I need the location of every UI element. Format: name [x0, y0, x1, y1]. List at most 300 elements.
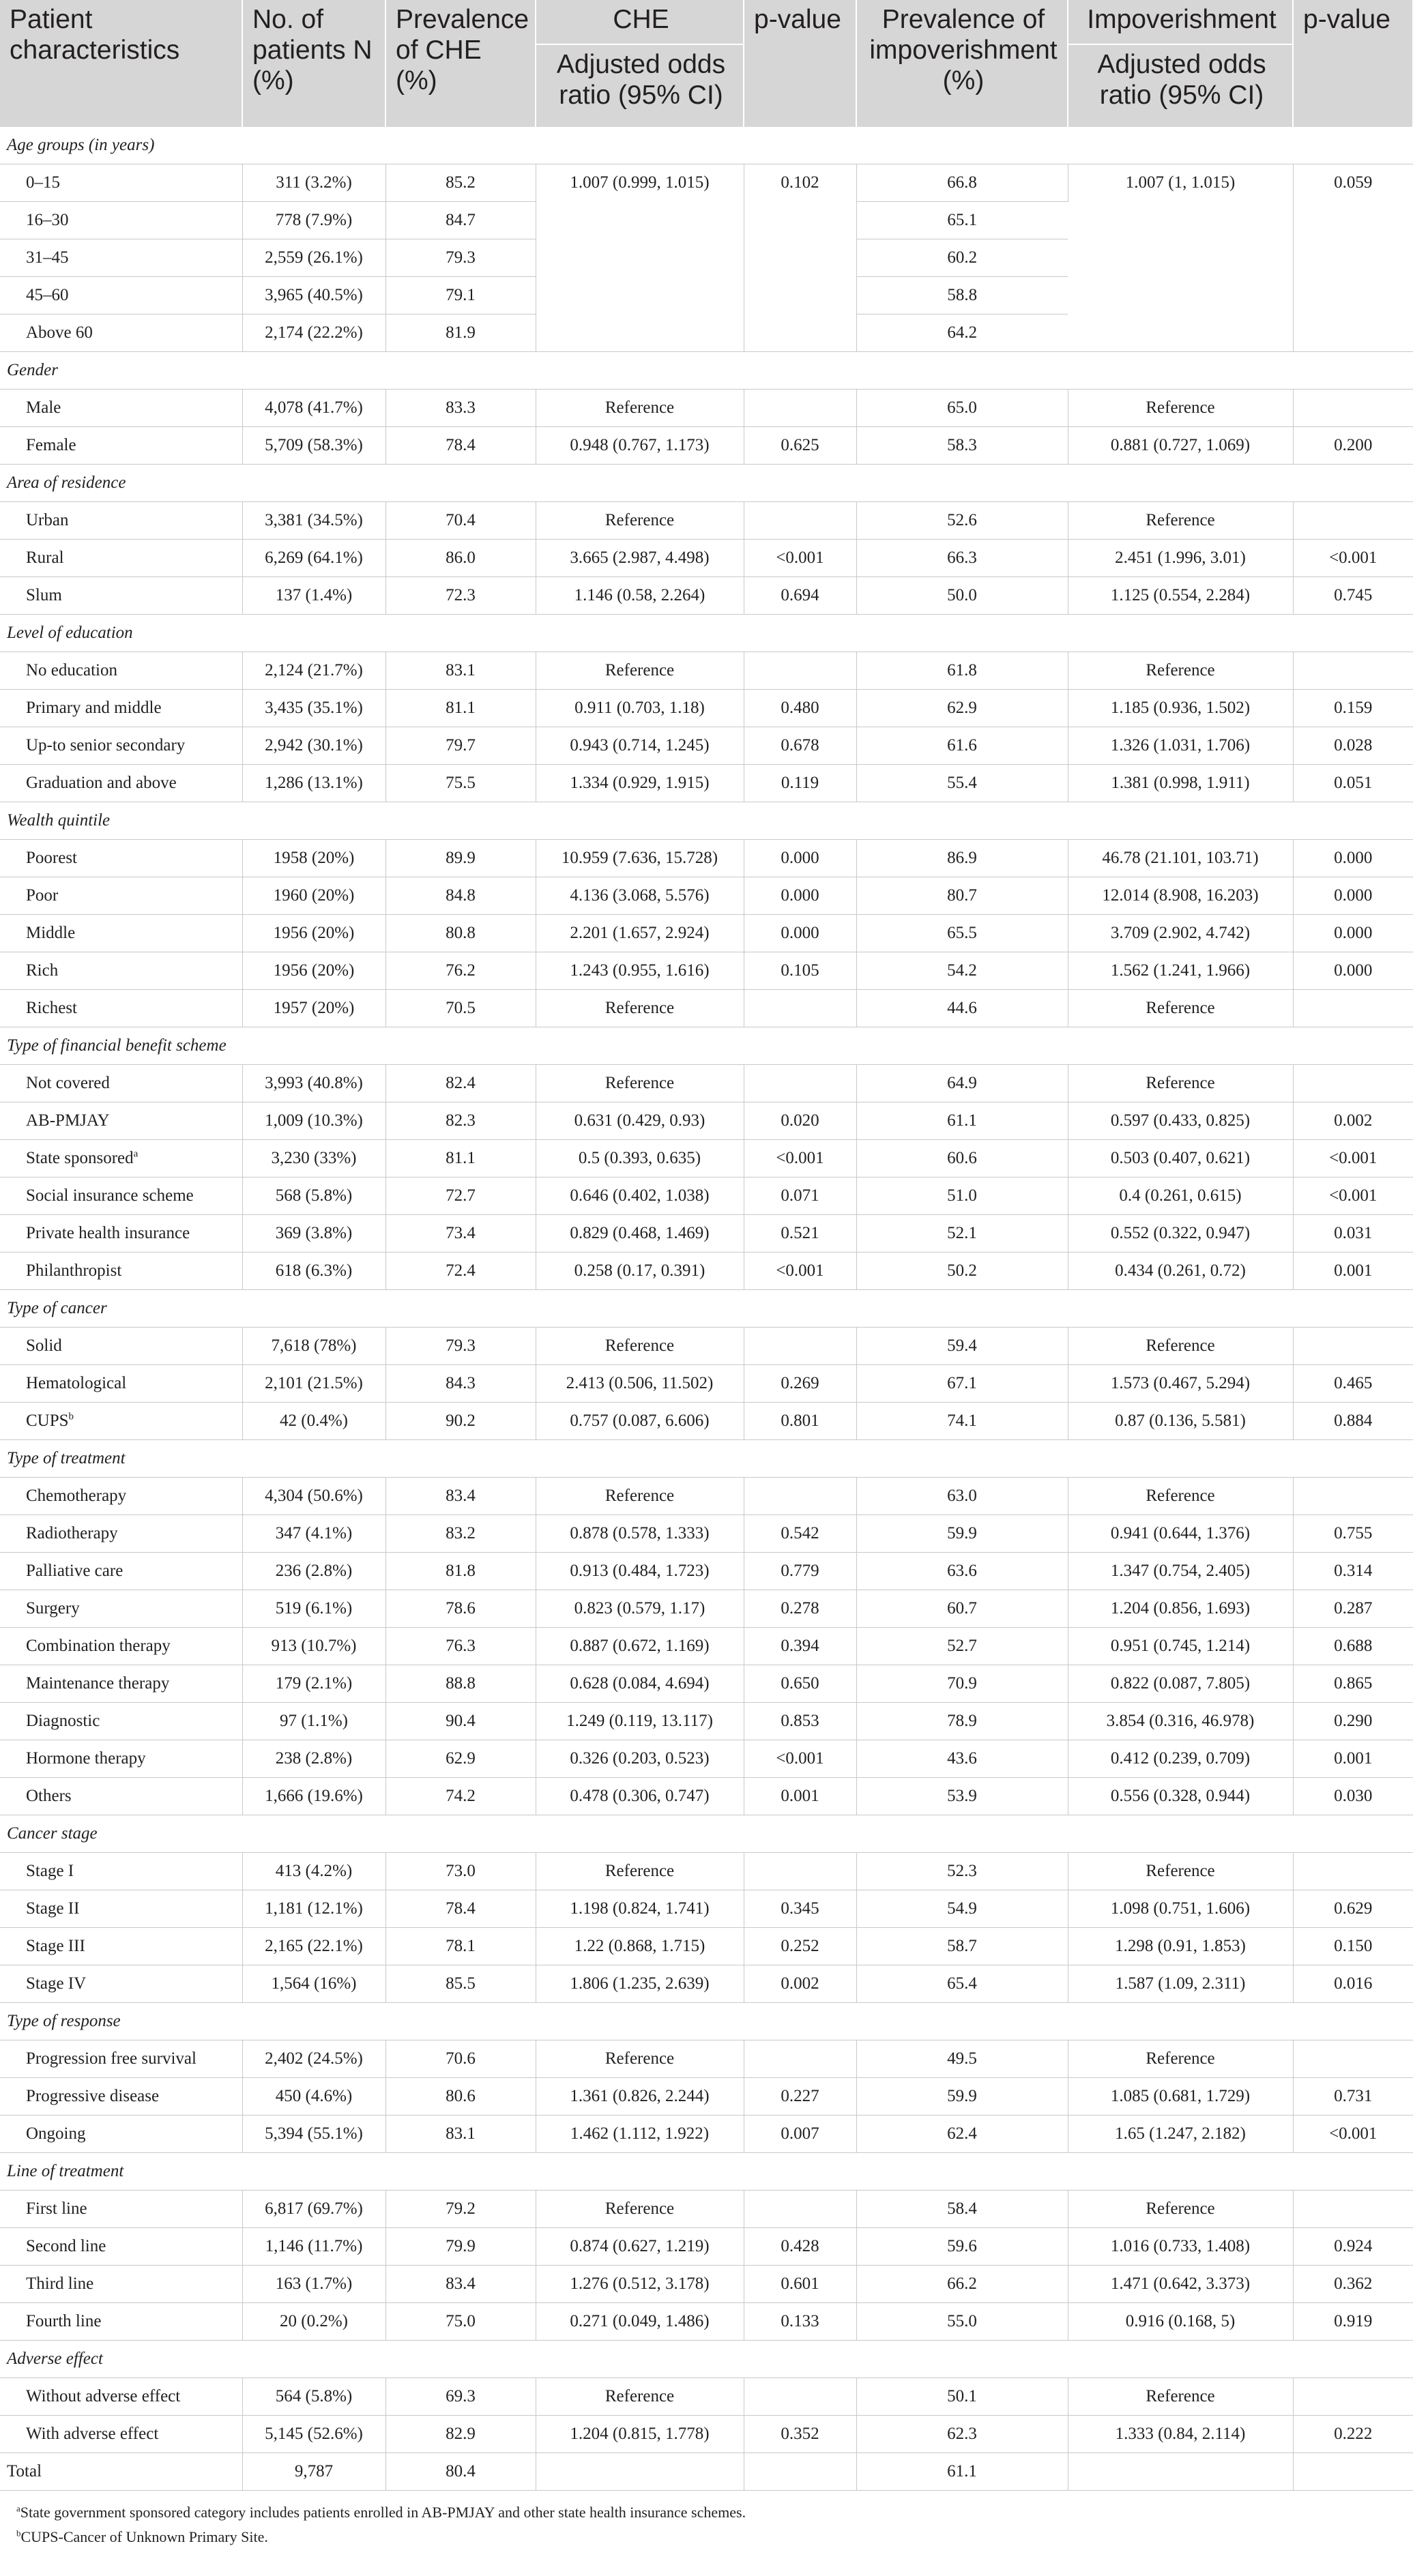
impoverishment-p-value: 0.002	[1293, 1102, 1413, 1140]
patient-count: 179 (2.1%)	[242, 1665, 385, 1703]
impoverishment-p-value: <0.001	[1293, 1177, 1413, 1215]
che-prevalence: 81.1	[385, 1140, 536, 1177]
impoverishment-p-value: 0.924	[1293, 2228, 1413, 2266]
section-header-row	[0, 2153, 1413, 2191]
patient-count: 2,174 (22.2%)	[242, 314, 385, 352]
footnote-text: State government sponsored category includes patients enrolled in AB-PMJAY and other state health insurance schemes.	[20, 2504, 746, 2521]
header-prevalence-che: Prevalence of CHE (%)	[385, 0, 536, 127]
impoverishment-prevalence: 62.9	[856, 690, 1068, 727]
impoverishment-p-value: 0.150	[1293, 1928, 1413, 1965]
che-p-value: 0.521	[744, 1215, 856, 1253]
impoverishment-prevalence: 49.5	[856, 2040, 1068, 2078]
impoverishment-p-value	[1293, 652, 1413, 690]
che-odds-ratio: 0.326 (0.203, 0.523)	[536, 1740, 744, 1778]
che-prevalence: 84.3	[385, 1365, 536, 1403]
che-odds-ratio: Reference	[536, 390, 744, 427]
impoverishment-odds-ratio: 0.881 (0.727, 1.069)	[1068, 427, 1293, 465]
row-label: Private health insurance	[0, 1215, 242, 1253]
impoverishment-odds-ratio: 1.333 (0.84, 2.114)	[1068, 2416, 1293, 2453]
che-odds-ratio: 1.204 (0.815, 1.778)	[536, 2416, 744, 2453]
row-label: Total	[0, 2453, 242, 2491]
impoverishment-odds-ratio: 1.326 (1.031, 1.706)	[1068, 727, 1293, 765]
che-odds-ratio: 4.136 (3.068, 5.576)	[536, 877, 744, 915]
table-row	[0, 540, 1413, 577]
total-row	[0, 2453, 1413, 2491]
table-row	[0, 727, 1413, 765]
table-row	[0, 164, 1413, 202]
impoverishment-odds-ratio: 0.4 (0.261, 0.615)	[1068, 1177, 1293, 1215]
footnote-mark: b	[68, 1411, 74, 1422]
impoverishment-p-value: <0.001	[1293, 1140, 1413, 1177]
che-prevalence: 85.5	[385, 1965, 536, 2003]
che-p-value: 0.102	[744, 164, 856, 352]
patient-count: 137 (1.4%)	[242, 577, 385, 615]
che-prevalence: 78.1	[385, 1928, 536, 1965]
table-row	[0, 2228, 1413, 2266]
impoverishment-p-value	[1293, 2040, 1413, 2078]
patient-count: 2,165 (22.1%)	[242, 1928, 385, 1965]
footnote-text: CUPS-Cancer of Unknown Primary Site.	[20, 2528, 268, 2545]
row-label: Middle	[0, 915, 242, 952]
impoverishment-prevalence: 62.3	[856, 2416, 1068, 2453]
che-p-value	[744, 990, 856, 1027]
impoverishment-p-value	[1293, 390, 1413, 427]
section-header-row	[0, 127, 1413, 164]
table-row	[0, 915, 1413, 952]
che-prevalence: 75.5	[385, 765, 536, 802]
patient-count: 5,709 (58.3%)	[242, 427, 385, 465]
patient-count: 2,402 (24.5%)	[242, 2040, 385, 2078]
che-odds-ratio: 1.276 (0.512, 3.178)	[536, 2266, 744, 2303]
row-label: Ongoing	[0, 2116, 242, 2153]
impoverishment-prevalence: 52.3	[856, 1853, 1068, 1890]
row-label: Chemotherapy	[0, 1478, 242, 1515]
impoverishment-odds-ratio: 1.185 (0.936, 1.502)	[1068, 690, 1293, 727]
impoverishment-prevalence: 67.1	[856, 1365, 1068, 1403]
che-p-value	[744, 2378, 856, 2416]
che-prevalence: 85.2	[385, 164, 536, 202]
impoverishment-prevalence: 65.4	[856, 1965, 1068, 2003]
che-odds-ratio: 0.823 (0.579, 1.17)	[536, 1590, 744, 1628]
che-p-value	[744, 1065, 856, 1102]
impoverishment-p-value: 0.919	[1293, 2303, 1413, 2341]
row-label: Without adverse effect	[0, 2378, 242, 2416]
patient-count: 1,146 (11.7%)	[242, 2228, 385, 2266]
che-odds-ratio: 0.878 (0.578, 1.333)	[536, 1515, 744, 1553]
impoverishment-p-value: 0.001	[1293, 1740, 1413, 1778]
che-odds-ratio: 0.258 (0.17, 0.391)	[536, 1253, 744, 1290]
impoverishment-prevalence: 58.3	[856, 427, 1068, 465]
impoverishment-prevalence: 52.6	[856, 502, 1068, 540]
che-p-value: 0.650	[744, 1665, 856, 1703]
impoverishment-odds-ratio: 3.854 (0.316, 46.978)	[1068, 1703, 1293, 1740]
che-prevalence: 70.5	[385, 990, 536, 1027]
patient-count: 1958 (20%)	[242, 840, 385, 877]
che-p-value: 0.601	[744, 2266, 856, 2303]
impoverishment-odds-ratio: Reference	[1068, 2040, 1293, 2078]
section-header-row	[0, 1027, 1413, 1065]
section-title: Adverse effect	[0, 2341, 1413, 2378]
che-prevalence: 79.3	[385, 1328, 536, 1365]
row-label: Radiotherapy	[0, 1515, 242, 1553]
table-row	[0, 1478, 1413, 1515]
impoverishment-odds-ratio: Reference	[1068, 390, 1293, 427]
patient-count: 2,942 (30.1%)	[242, 727, 385, 765]
che-prevalence: 74.2	[385, 1778, 536, 1815]
impoverishment-prevalence: 58.8	[856, 277, 1068, 314]
impoverishment-p-value: 0.031	[1293, 1215, 1413, 1253]
patient-count: 1956 (20%)	[242, 952, 385, 990]
row-label: Hematological	[0, 1365, 242, 1403]
impoverishment-odds-ratio: Reference	[1068, 990, 1293, 1027]
impoverishment-p-value	[1293, 1328, 1413, 1365]
table-row	[0, 2416, 1413, 2453]
che-prevalence: 72.7	[385, 1177, 536, 1215]
impoverishment-p-value: 0.028	[1293, 727, 1413, 765]
row-label: Up-to senior secondary	[0, 727, 242, 765]
table-row	[0, 1853, 1413, 1890]
impoverishment-p-value: 0.000	[1293, 840, 1413, 877]
table-row	[0, 652, 1413, 690]
che-odds-ratio: 1.806 (1.235, 2.639)	[536, 1965, 744, 2003]
row-label: Urban	[0, 502, 242, 540]
che-odds-ratio: 1.198 (0.824, 1.741)	[536, 1890, 744, 1928]
che-prevalence: 83.4	[385, 2266, 536, 2303]
patient-count: 3,230 (33%)	[242, 1140, 385, 1177]
table-row	[0, 1403, 1413, 1440]
footnote-mark: a	[16, 2503, 20, 2514]
impoverishment-odds-ratio: 3.709 (2.902, 4.742)	[1068, 915, 1293, 952]
impoverishment-prevalence: 52.7	[856, 1628, 1068, 1665]
che-prevalence: 75.0	[385, 2303, 536, 2341]
impoverishment-p-value: 0.016	[1293, 1965, 1413, 2003]
che-odds-ratio: Reference	[536, 2040, 744, 2078]
impoverishment-odds-ratio: Reference	[1068, 1853, 1293, 1890]
section-header-row	[0, 1290, 1413, 1328]
impoverishment-odds-ratio: 1.347 (0.754, 2.405)	[1068, 1553, 1293, 1590]
patient-count: 5,145 (52.6%)	[242, 2416, 385, 2453]
header-impoverishment-group: Impoverishment	[1068, 0, 1293, 44]
che-p-value: 0.779	[744, 1553, 856, 1590]
row-label: Richest	[0, 990, 242, 1027]
che-p-value: 0.853	[744, 1703, 856, 1740]
che-odds-ratio: Reference	[536, 1065, 744, 1102]
patient-count: 1,286 (13.1%)	[242, 765, 385, 802]
impoverishment-odds-ratio: Reference	[1068, 2191, 1293, 2228]
impoverishment-odds-ratio: 0.434 (0.261, 0.72)	[1068, 1253, 1293, 1290]
impoverishment-p-value: 0.731	[1293, 2078, 1413, 2116]
impoverishment-prevalence: 54.2	[856, 952, 1068, 990]
che-odds-ratio: 3.665 (2.987, 4.498)	[536, 540, 744, 577]
footnote-cups	[16, 2527, 1381, 2547]
che-p-value: 0.678	[744, 727, 856, 765]
impoverishment-odds-ratio: 1.562 (1.241, 1.966)	[1068, 952, 1293, 990]
impoverishment-odds-ratio: Reference	[1068, 1065, 1293, 1102]
table-row	[0, 1515, 1413, 1553]
che-prevalence: 62.9	[385, 1740, 536, 1778]
impoverishment-prevalence: 61.8	[856, 652, 1068, 690]
che-odds-ratio: 0.646 (0.402, 1.038)	[536, 1177, 744, 1215]
table-row	[0, 1140, 1413, 1177]
patient-count: 3,965 (40.5%)	[242, 277, 385, 314]
che-p-value: 0.007	[744, 2116, 856, 2153]
che-p-value: 0.001	[744, 1778, 856, 1815]
impoverishment-odds-ratio: 0.597 (0.433, 0.825)	[1068, 1102, 1293, 1140]
row-label: Graduation and above	[0, 765, 242, 802]
patient-count: 2,124 (21.7%)	[242, 652, 385, 690]
table-row	[0, 2078, 1413, 2116]
impoverishment-prevalence: 50.0	[856, 577, 1068, 615]
row-label: Stage II	[0, 1890, 242, 1928]
table-row	[0, 1177, 1413, 1215]
patient-count: 347 (4.1%)	[242, 1515, 385, 1553]
table-row	[0, 1102, 1413, 1140]
che-prevalence: 73.0	[385, 1853, 536, 1890]
che-prevalence: 70.4	[385, 502, 536, 540]
impoverishment-p-value	[1293, 2453, 1413, 2491]
impoverishment-prevalence: 65.5	[856, 915, 1068, 952]
che-odds-ratio: 2.201 (1.657, 2.924)	[536, 915, 744, 952]
che-odds-ratio: Reference	[536, 652, 744, 690]
impoverishment-odds-ratio: 1.098 (0.751, 1.606)	[1068, 1890, 1293, 1928]
impoverishment-prevalence: 50.2	[856, 1253, 1068, 1290]
che-odds-ratio: Reference	[536, 990, 744, 1027]
impoverishment-p-value: 0.688	[1293, 1628, 1413, 1665]
header-prevalence-impoverishment: Prevalence of impoverishment (%)	[856, 0, 1068, 127]
impoverishment-prevalence: 64.2	[856, 314, 1068, 352]
impoverishment-odds-ratio: 1.381 (0.998, 1.911)	[1068, 765, 1293, 802]
row-label: Progressive disease	[0, 2078, 242, 2116]
patient-count: 97 (1.1%)	[242, 1703, 385, 1740]
table-row	[0, 502, 1413, 540]
impoverishment-prevalence: 55.4	[856, 765, 1068, 802]
table-row	[0, 1703, 1413, 1740]
header-number-of-patients: No. of patients N (%)	[242, 0, 385, 127]
impoverishment-odds-ratio: 1.085 (0.681, 1.729)	[1068, 2078, 1293, 2116]
impoverishment-p-value	[1293, 1478, 1413, 1515]
footnote-state-sponsored	[16, 2502, 1381, 2523]
impoverishment-prevalence: 61.1	[856, 2453, 1068, 2491]
che-p-value: 0.000	[744, 915, 856, 952]
che-p-value: 0.000	[744, 877, 856, 915]
che-p-value: <0.001	[744, 1253, 856, 1290]
header-che-group: CHE	[536, 0, 744, 44]
table-row	[0, 2266, 1413, 2303]
che-p-value: 0.269	[744, 1365, 856, 1403]
impoverishment-p-value: 0.000	[1293, 877, 1413, 915]
row-label: No education	[0, 652, 242, 690]
che-p-value: 0.394	[744, 1628, 856, 1665]
che-prevalence: 83.1	[385, 652, 536, 690]
impoverishment-p-value: 0.745	[1293, 577, 1413, 615]
che-prevalence: 83.2	[385, 1515, 536, 1553]
che-p-value: 0.428	[744, 2228, 856, 2266]
patient-count: 3,993 (40.8%)	[242, 1065, 385, 1102]
che-prevalence: 78.4	[385, 1890, 536, 1928]
che-prevalence: 81.8	[385, 1553, 536, 1590]
impoverishment-prevalence: 44.6	[856, 990, 1068, 1027]
che-odds-ratio: 0.628 (0.084, 4.694)	[536, 1665, 744, 1703]
table-row	[0, 1778, 1413, 1815]
che-prevalence: 88.8	[385, 1665, 536, 1703]
impoverishment-odds-ratio: 0.556 (0.328, 0.944)	[1068, 1778, 1293, 1815]
che-p-value	[744, 2453, 856, 2491]
row-label: Stage I	[0, 1853, 242, 1890]
section-title: Type of financial benefit scheme	[0, 1027, 1413, 1065]
impoverishment-p-value: 0.287	[1293, 1590, 1413, 1628]
table-header	[0, 0, 1413, 127]
header-p-value-che: p-value	[744, 0, 856, 127]
che-prevalence: 80.8	[385, 915, 536, 952]
patient-count: 4,078 (41.7%)	[242, 390, 385, 427]
che-p-value	[744, 2191, 856, 2228]
section-header-row	[0, 1440, 1413, 1478]
impoverishment-prevalence: 66.3	[856, 540, 1068, 577]
impoverishment-odds-ratio: 1.573 (0.467, 5.294)	[1068, 1365, 1293, 1403]
row-label: Female	[0, 427, 242, 465]
che-prevalence: 79.1	[385, 277, 536, 314]
che-p-value: 0.020	[744, 1102, 856, 1140]
row-label: Above 60	[0, 314, 242, 352]
row-label: Slum	[0, 577, 242, 615]
che-prevalence: 81.9	[385, 314, 536, 352]
patient-count: 564 (5.8%)	[242, 2378, 385, 2416]
che-prevalence: 78.4	[385, 427, 536, 465]
table-row	[0, 1253, 1413, 1290]
row-label: First line	[0, 2191, 242, 2228]
che-prevalence: 84.7	[385, 202, 536, 239]
impoverishment-odds-ratio: 1.471 (0.642, 3.373)	[1068, 2266, 1293, 2303]
section-title: Age groups (in years)	[0, 127, 1413, 164]
table-row	[0, 840, 1413, 877]
patient-count: 6,817 (69.7%)	[242, 2191, 385, 2228]
che-prevalence: 83.4	[385, 1478, 536, 1515]
section-header-row	[0, 2341, 1413, 2378]
che-odds-ratio: 0.887 (0.672, 1.169)	[536, 1628, 744, 1665]
footnote-mark: b	[16, 2528, 21, 2538]
che-prevalence: 72.3	[385, 577, 536, 615]
impoverishment-odds-ratio: 2.451 (1.996, 3.01)	[1068, 540, 1293, 577]
patient-count: 1956 (20%)	[242, 915, 385, 952]
impoverishment-p-value	[1293, 1853, 1413, 1890]
che-prevalence: 84.8	[385, 877, 536, 915]
table-row	[0, 1890, 1413, 1928]
impoverishment-p-value: 0.000	[1293, 952, 1413, 990]
impoverishment-p-value: <0.001	[1293, 2116, 1413, 2153]
che-odds-ratio: Reference	[536, 2378, 744, 2416]
che-p-value: 0.002	[744, 1965, 856, 2003]
impoverishment-prevalence: 60.6	[856, 1140, 1068, 1177]
che-prevalence: 83.3	[385, 390, 536, 427]
impoverishment-odds-ratio: 0.951 (0.745, 1.214)	[1068, 1628, 1293, 1665]
impoverishment-prevalence: 80.7	[856, 877, 1068, 915]
patient-count: 778 (7.9%)	[242, 202, 385, 239]
che-prevalence: 82.9	[385, 2416, 536, 2453]
patient-count: 238 (2.8%)	[242, 1740, 385, 1778]
che-p-value: <0.001	[744, 1740, 856, 1778]
table-row	[0, 2303, 1413, 2341]
row-label: Maintenance therapy	[0, 1665, 242, 1703]
row-label: CUPS$^b$	[0, 1403, 242, 1440]
impoverishment-odds-ratio	[1068, 2453, 1293, 2491]
impoverishment-p-value: 0.200	[1293, 427, 1413, 465]
table-row	[0, 577, 1413, 615]
patient-count: 369 (3.8%)	[242, 1215, 385, 1253]
patient-count: 568 (5.8%)	[242, 1177, 385, 1215]
che-p-value	[744, 2040, 856, 2078]
che-prevalence: 79.9	[385, 2228, 536, 2266]
che-p-value	[744, 390, 856, 427]
che-odds-ratio	[536, 2453, 744, 2491]
row-label: Palliative care	[0, 1553, 242, 1590]
che-odds-ratio: 1.361 (0.826, 2.244)	[536, 2078, 744, 2116]
impoverishment-prevalence: 60.7	[856, 1590, 1068, 1628]
row-label: 31–45	[0, 239, 242, 277]
impoverishment-prevalence: 59.4	[856, 1328, 1068, 1365]
row-label: Third line	[0, 2266, 242, 2303]
impoverishment-prevalence: 59.6	[856, 2228, 1068, 2266]
table-body	[0, 127, 1413, 2491]
table-row	[0, 2191, 1413, 2228]
patient-count: 2,101 (21.5%)	[242, 1365, 385, 1403]
header-adjusted-odds-ratio-che: Adjusted odds ratio (95% CI)	[536, 44, 744, 127]
che-prevalence: 79.7	[385, 727, 536, 765]
che-p-value: 0.071	[744, 1177, 856, 1215]
section-header-row	[0, 1815, 1413, 1853]
row-label: Rich	[0, 952, 242, 990]
impoverishment-prevalence: 52.1	[856, 1215, 1068, 1253]
impoverishment-prevalence: 61.6	[856, 727, 1068, 765]
row-label: Surgery	[0, 1590, 242, 1628]
che-prevalence: 76.2	[385, 952, 536, 990]
impoverishment-odds-ratio: 0.941 (0.644, 1.376)	[1068, 1515, 1293, 1553]
impoverishment-prevalence: 86.9	[856, 840, 1068, 877]
impoverishment-p-value: 0.362	[1293, 2266, 1413, 2303]
che-odds-ratio: 0.829 (0.468, 1.469)	[536, 1215, 744, 1253]
che-p-value: 0.133	[744, 2303, 856, 2341]
header-patient-characteristics: Patient characteristics	[0, 0, 242, 127]
table-row	[0, 1928, 1413, 1965]
che-prevalence: 82.3	[385, 1102, 536, 1140]
impoverishment-odds-ratio: 1.587 (1.09, 2.311)	[1068, 1965, 1293, 2003]
patient-count: 42 (0.4%)	[242, 1403, 385, 1440]
section-header-row	[0, 2003, 1413, 2040]
section-header-row	[0, 465, 1413, 502]
impoverishment-odds-ratio: Reference	[1068, 502, 1293, 540]
row-label: Rural	[0, 540, 242, 577]
patient-count: 163 (1.7%)	[242, 2266, 385, 2303]
che-odds-ratio: 0.913 (0.484, 1.723)	[536, 1553, 744, 1590]
che-prevalence: 90.2	[385, 1403, 536, 1440]
che-odds-ratio: 0.874 (0.627, 1.219)	[536, 2228, 744, 2266]
impoverishment-prevalence: 43.6	[856, 1740, 1068, 1778]
impoverishment-prevalence: 58.4	[856, 2191, 1068, 2228]
patient-count: 1,666 (19.6%)	[242, 1778, 385, 1815]
che-odds-ratio: 1.462 (1.112, 1.922)	[536, 2116, 744, 2153]
che-p-value: 0.105	[744, 952, 856, 990]
impoverishment-p-value	[1293, 2378, 1413, 2416]
impoverishment-prevalence: 61.1	[856, 1102, 1068, 1140]
che-odds-ratio: Reference	[536, 2191, 744, 2228]
impoverishment-p-value	[1293, 990, 1413, 1027]
impoverishment-odds-ratio: 0.916 (0.168, 5)	[1068, 2303, 1293, 2341]
footnotes	[16, 2502, 1381, 2551]
section-title: Type of treatment	[0, 1440, 1413, 1478]
che-p-value: 0.480	[744, 690, 856, 727]
patient-count: 1,181 (12.1%)	[242, 1890, 385, 1928]
che-odds-ratio: 1.243 (0.955, 1.616)	[536, 952, 744, 990]
row-label: 0–15	[0, 164, 242, 202]
